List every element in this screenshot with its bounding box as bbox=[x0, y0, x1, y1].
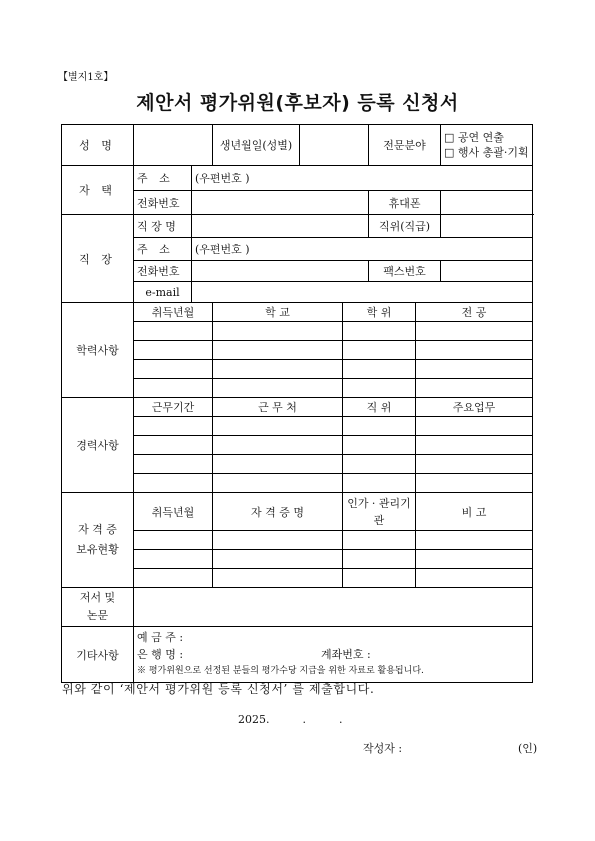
checkbox-performance-directing[interactable]: □ 공연 연출 bbox=[444, 131, 504, 144]
certificate-cell[interactable] bbox=[134, 550, 213, 569]
work-phone-field[interactable] bbox=[192, 261, 369, 282]
bank-line bbox=[137, 646, 529, 663]
education-cell[interactable] bbox=[416, 379, 533, 398]
career-cell[interactable] bbox=[416, 436, 533, 455]
education-cell[interactable] bbox=[343, 379, 416, 398]
field-label: 전문분야 bbox=[369, 125, 441, 166]
career-cell[interactable] bbox=[416, 474, 533, 493]
education-cell[interactable] bbox=[134, 379, 213, 398]
career-cell[interactable] bbox=[343, 474, 416, 493]
date-day[interactable]: . bbox=[339, 713, 343, 726]
education-cell[interactable] bbox=[343, 341, 416, 360]
career-cell[interactable] bbox=[213, 455, 343, 474]
home-phone-field[interactable] bbox=[192, 191, 369, 215]
certificate-cell[interactable] bbox=[343, 569, 416, 588]
form-number-tag: 【별지1호】 bbox=[58, 72, 114, 83]
email-label: e-mail bbox=[134, 282, 192, 303]
home-address-label: 주 소 bbox=[134, 166, 192, 191]
email-field[interactable] bbox=[192, 282, 533, 303]
date-year[interactable]: 2025. bbox=[238, 713, 270, 726]
certificate-label bbox=[62, 493, 134, 588]
career-cell[interactable] bbox=[134, 436, 213, 455]
home-phone-label: 전화번호 bbox=[134, 191, 192, 215]
other-info bbox=[134, 627, 533, 683]
home-label: 자 택 bbox=[62, 166, 134, 215]
education-cell[interactable] bbox=[343, 360, 416, 379]
notice-note: ※ 평가위원으로 선정된 분들의 평가수당 지급을 위한 자료로 활용됩니다. bbox=[137, 666, 424, 676]
fax-label: 팩스번호 bbox=[369, 261, 441, 282]
education-label: 학력사항 bbox=[62, 303, 134, 398]
certificate-cell[interactable] bbox=[213, 550, 343, 569]
certificate-cell[interactable] bbox=[416, 531, 533, 550]
education-header-degree: 학 위 bbox=[343, 303, 416, 322]
career-cell[interactable] bbox=[416, 417, 533, 436]
career-cell[interactable] bbox=[343, 417, 416, 436]
education-cell[interactable] bbox=[213, 322, 343, 341]
declaration-text: 위와 같이 ‘제안서 평가위원 등록 신청서’ 를 제출합니다. bbox=[62, 682, 375, 696]
checkbox-event-planning[interactable]: □ 행사 총괄·기획 bbox=[444, 146, 529, 159]
career-cell[interactable] bbox=[134, 455, 213, 474]
publications-label-line1: 저서 및 bbox=[79, 591, 116, 604]
work-address-label: 주 소 bbox=[134, 238, 192, 261]
certificate-cell[interactable] bbox=[343, 550, 416, 569]
position-label: 직위(직급) bbox=[369, 215, 441, 238]
education-cell[interactable] bbox=[213, 360, 343, 379]
education-cell[interactable] bbox=[416, 322, 533, 341]
certificate-cell[interactable] bbox=[343, 531, 416, 550]
work-address-field[interactable]: (우편번호 ) bbox=[192, 238, 533, 261]
name-field[interactable] bbox=[134, 125, 213, 166]
birth-field[interactable] bbox=[300, 125, 369, 166]
submission-date bbox=[238, 713, 343, 726]
certificate-header-note: 비 고 bbox=[416, 493, 533, 531]
education-cell[interactable] bbox=[134, 322, 213, 341]
company-label: 직 장 명 bbox=[134, 215, 192, 238]
bank-name-label[interactable]: 은 행 명 : bbox=[137, 648, 184, 661]
writer-label: 작성자 : bbox=[363, 742, 403, 755]
position-field[interactable] bbox=[441, 215, 533, 238]
career-cell[interactable] bbox=[213, 474, 343, 493]
application-form-table bbox=[61, 124, 533, 683]
education-cell[interactable] bbox=[343, 322, 416, 341]
education-cell[interactable] bbox=[213, 379, 343, 398]
certificate-cell[interactable] bbox=[134, 569, 213, 588]
birth-label: 생년월일(성별) bbox=[213, 125, 300, 166]
certificate-header-date: 취득년월 bbox=[134, 493, 213, 531]
home-address-field[interactable]: (우편번호 ) bbox=[192, 166, 533, 191]
certificate-label-line1: 자 격 증 bbox=[78, 523, 117, 536]
certificate-cell[interactable] bbox=[213, 531, 343, 550]
mobile-field[interactable] bbox=[441, 191, 533, 215]
career-header-duties: 주요업무 bbox=[416, 398, 533, 417]
career-cell[interactable] bbox=[134, 417, 213, 436]
certificate-label-line2: 보유현황 bbox=[76, 543, 119, 556]
education-cell[interactable] bbox=[134, 360, 213, 379]
career-label: 경력사항 bbox=[62, 398, 134, 493]
education-cell[interactable] bbox=[134, 341, 213, 360]
certificate-header-issuer: 인가 · 관리기관 bbox=[343, 493, 416, 531]
career-header-period: 근무기간 bbox=[134, 398, 213, 417]
seal-label: (인) bbox=[518, 742, 538, 755]
other-label: 기타사항 bbox=[62, 627, 134, 683]
certificate-cell[interactable] bbox=[416, 550, 533, 569]
certificate-cell[interactable] bbox=[134, 531, 213, 550]
company-field[interactable] bbox=[192, 215, 369, 238]
fax-field[interactable] bbox=[441, 261, 533, 282]
page-title: 제안서 평가위원(후보자) 등록 신청서 bbox=[136, 92, 459, 114]
mobile-label: 휴대폰 bbox=[369, 191, 441, 215]
certificate-cell[interactable] bbox=[213, 569, 343, 588]
career-cell[interactable] bbox=[343, 436, 416, 455]
publications-label bbox=[62, 588, 134, 627]
education-cell[interactable] bbox=[416, 360, 533, 379]
career-cell[interactable] bbox=[213, 417, 343, 436]
education-header-date: 취득년월 bbox=[134, 303, 213, 322]
depositor-line[interactable]: 예 금 주 : bbox=[137, 631, 184, 644]
career-cell[interactable] bbox=[213, 436, 343, 455]
career-header-position: 직 위 bbox=[343, 398, 416, 417]
name-label: 성 명 bbox=[62, 125, 134, 166]
career-cell[interactable] bbox=[134, 474, 213, 493]
career-header-workplace: 근 무 처 bbox=[213, 398, 343, 417]
certificate-header-name: 자 격 증 명 bbox=[213, 493, 343, 531]
work-phone-label: 전화번호 bbox=[134, 261, 192, 282]
account-number-label[interactable]: 계좌번호 : bbox=[321, 648, 371, 661]
certificate-cell[interactable] bbox=[416, 569, 533, 588]
publications-field[interactable] bbox=[134, 588, 533, 627]
career-cell[interactable] bbox=[416, 455, 533, 474]
education-cell[interactable] bbox=[416, 341, 533, 360]
education-cell[interactable] bbox=[213, 341, 343, 360]
field-options bbox=[441, 125, 533, 166]
education-header-major: 전 공 bbox=[416, 303, 533, 322]
date-month[interactable]: . bbox=[302, 713, 306, 726]
career-cell[interactable] bbox=[343, 455, 416, 474]
publications-label-line2: 논문 bbox=[86, 609, 109, 622]
education-header-school: 학 교 bbox=[213, 303, 343, 322]
work-label: 직 장 bbox=[62, 215, 134, 303]
